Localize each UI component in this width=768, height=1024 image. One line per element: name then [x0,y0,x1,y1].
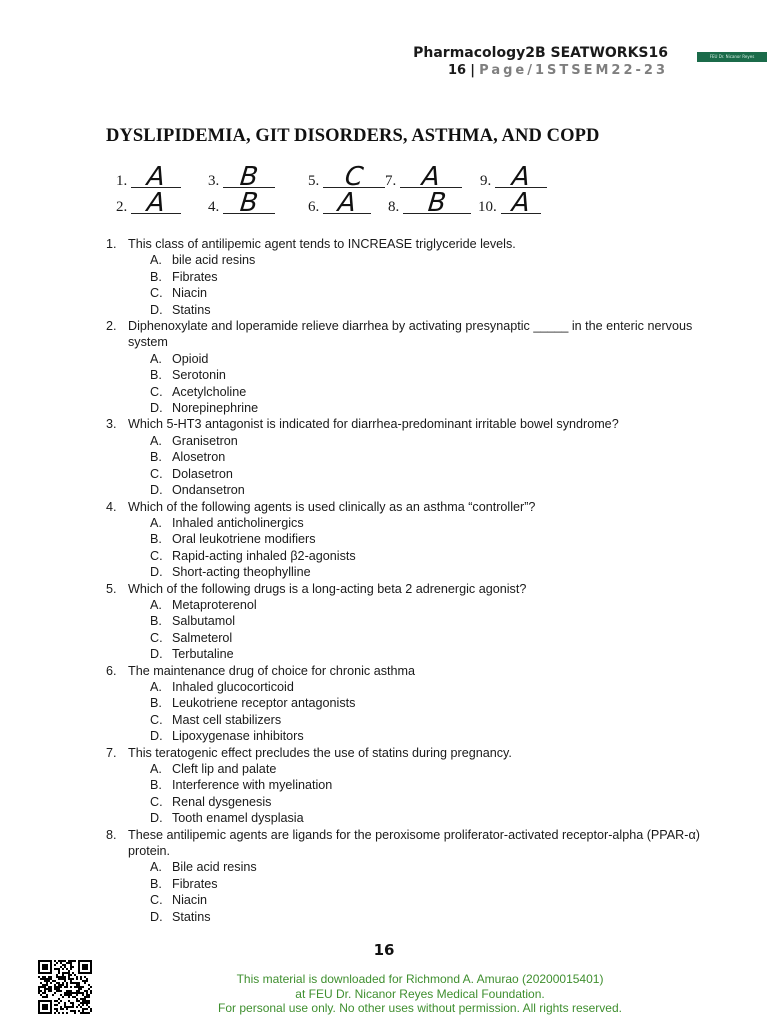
option-letter: D. [150,729,163,744]
question-item [106,236,706,252]
option-item [106,449,706,465]
option-text: Niacin [172,893,207,908]
question-list [106,236,706,925]
page-header [413,44,668,80]
option-item [106,564,706,580]
answer-number: 1. [116,173,128,189]
answer-blank [223,188,275,218]
option-text: Renal dysgenesis [172,794,272,809]
option-item [106,728,706,744]
option-item [106,515,706,531]
option-text: Inhaled anticholinergics [172,515,304,530]
header-page-text: Page/1STSEM22-23 [479,63,668,78]
question-item [106,318,706,351]
option-text: Metaproterenol [172,597,257,612]
option-text: Niacin [172,286,207,301]
option-letter: A. [150,597,162,612]
answer-number: 9. [480,173,492,189]
option-text: Fibrates [172,269,218,284]
option-letter: C. [150,794,163,809]
option-item [106,794,706,810]
option-letter: C. [150,466,163,481]
handwritten-answer: A [510,188,531,218]
question-number: 6. [106,663,117,678]
option-letter: A. [150,515,162,530]
qr-code-icon [38,960,92,1014]
option-text: Leukotriene receptor antagonists [172,696,356,711]
option-item [106,482,706,498]
option-item [106,269,706,285]
option-letter: A. [150,351,162,366]
option-item [106,466,706,482]
question-number: 2. [106,319,117,334]
option-item [106,630,706,646]
option-text: Rapid-acting inhaled β2-agonists [172,548,356,563]
option-letter: B. [150,368,162,383]
option-text: Dolasetron [172,466,233,481]
option-letter: C. [150,712,163,727]
notice-line: at FEU Dr. Nicanor Reyes Medical Foundation. [295,986,545,1001]
option-item [106,548,706,564]
option-text: Statins [172,302,211,317]
question-text: Diphenoxylate and loperamide relieve diarrhea by activating presynaptic _____ in the enteric nervous system [128,319,693,350]
option-text: Short-acting theophylline [172,565,311,580]
option-text: Lipoxygenase inhibitors [172,729,304,744]
option-letter: A. [150,433,162,448]
question-item [106,581,706,597]
answer-blank [131,188,181,218]
answer-item [116,188,181,218]
question-number: 5. [106,581,117,596]
handwritten-answer: A [510,162,532,192]
handwritten-answer: B [426,188,448,218]
option-item [106,646,706,662]
option-text: Cleft lip and palate [172,762,277,776]
question-number: 4. [106,499,117,514]
notice-line: For personal use only. No other uses without permission. All rights reserved. [218,1001,622,1015]
document-title: DYSLIPIDEMIA, GIT DISORDERS, ASTHMA, AND COPD [106,126,600,146]
option-text: Tooth enamel dysplasia [172,811,304,826]
answer-number: 6. [308,199,320,215]
option-text: Opioid [172,351,209,366]
option-letter: A. [150,860,162,875]
course-title: Pharmacology2B SEATWORKS16 [413,45,668,61]
header-separator: | [470,63,475,78]
handwritten-answer: B [238,162,260,192]
option-letter: C. [150,384,163,399]
answer-item [116,162,181,192]
header-page-number: 16 [448,63,467,78]
answer-blank [501,188,541,218]
option-letter: D. [150,483,163,498]
option-text: Fibrates [172,876,218,891]
option-item [106,531,706,547]
question-text: These antilipemic agents are ligands for the peroxisome proliferator-activated receptor-alpha (PPAR-α) protein. [128,827,700,859]
option-text: Ondansetron [172,483,245,498]
answer-item [208,162,275,192]
option-letter: B. [150,450,162,465]
answer-item [478,188,541,218]
handwritten-answer: C [343,162,365,192]
option-letter: A. [150,253,162,268]
question-item [106,416,706,432]
answer-blank [403,188,471,218]
question-number: 3. [106,417,117,432]
option-text: Terbutaline [172,647,234,662]
option-text: Acetylcholine [172,384,247,399]
download-notice [140,972,700,1016]
option-item [106,761,706,777]
option-letter: C. [150,630,163,645]
option-item [106,876,706,892]
option-item [106,433,706,449]
question-text: Which of the following agents is used clinically as an asthma “controller”? [128,499,536,514]
option-item [106,613,706,629]
option-item [106,909,706,925]
option-letter: D. [150,647,163,662]
option-text: Serotonin [172,368,226,383]
option-item [106,679,706,695]
option-item [106,712,706,728]
option-letter: C. [150,893,163,908]
question-text: The maintenance drug of choice for chronic asthma [128,663,416,678]
institution-badge: FEU Dr. Nicanor Reyes [697,52,767,62]
option-letter: D. [150,565,163,580]
answer-number: 2. [116,199,128,215]
question-item [106,663,706,679]
answer-blank [323,188,371,218]
answer-item [385,162,462,192]
answer-item [480,162,547,192]
handwritten-answer: B [238,188,260,218]
option-item [106,285,706,301]
option-text: Norepinephrine [172,401,259,416]
option-text: Interference with myelination [172,778,333,793]
option-letter: D. [150,811,163,826]
answer-number: 3. [208,173,220,189]
option-item [106,597,706,613]
option-letter: C. [150,286,163,301]
option-letter: A. [150,762,162,776]
answer-blank [223,162,275,192]
option-letter: B. [150,778,162,793]
answer-item [388,188,471,218]
option-letter: D. [150,909,163,924]
option-text: Oral leukotriene modifiers [172,532,316,547]
answer-item [208,188,275,218]
option-letter: B. [150,876,162,891]
handwritten-answer: A [145,188,167,218]
option-item [106,367,706,383]
answer-blank [495,162,547,192]
option-letter: A. [150,679,162,694]
option-letter: D. [150,401,163,416]
option-letter: B. [150,269,162,284]
option-item [106,400,706,416]
option-letter: B. [150,532,162,547]
option-item [106,302,706,318]
page-indicator [413,62,668,80]
option-text: Mast cell stabilizers [172,712,282,727]
footer-page-number: 16 [373,941,395,959]
question-text: This teratogenic effect precludes the use of statins during pregnancy. [128,745,512,760]
answer-blank [323,162,385,192]
option-text: Salbutamol [172,614,236,629]
option-text: Statins [172,909,211,924]
option-item [106,252,706,268]
option-item [106,810,706,826]
answer-key [0,160,768,220]
question-item [106,827,706,860]
option-text: Alosetron [172,450,226,465]
option-text: Inhaled glucocorticoid [172,679,294,694]
answer-number: 4. [208,199,220,215]
question-number: 7. [106,745,117,760]
question-text: Which of the following drugs is a long-acting beta 2 adrenergic agonist? [128,581,527,596]
option-item [106,384,706,400]
option-letter: B. [150,696,162,711]
option-item [106,777,706,793]
answer-blank [131,162,181,192]
option-text: Salmeterol [172,630,233,645]
question-item [106,499,706,515]
option-item [106,859,706,875]
option-letter: C. [150,548,163,563]
option-letter: D. [150,302,163,317]
answer-item [308,188,371,218]
option-text: Granisetron [172,433,238,448]
answer-number: 8. [388,199,400,215]
option-item [106,892,706,908]
option-item [106,351,706,367]
option-text: bile acid resins [172,253,256,268]
option-item [106,695,706,711]
question-text: Which 5-HT3 antagonist is indicated for diarrhea-predominant irritable bowel syndrome? [128,417,619,432]
answer-item [308,162,385,192]
answer-number: 7. [385,173,397,189]
answer-number: 5. [308,173,320,189]
handwritten-answer: A [145,162,167,192]
option-letter: B. [150,614,162,629]
answer-blank [400,162,462,192]
notice-line: This material is downloaded for Richmond A. Amurao (20200015401) [236,972,604,986]
answer-number: 10. [478,199,497,215]
handwritten-answer: A [420,162,442,192]
question-number: 8. [106,827,117,842]
question-text: This class of antilipemic agent tends to INCREASE triglyceride levels. [128,237,516,251]
question-item [106,745,706,761]
option-text: Bile acid resins [172,860,257,875]
question-number: 1. [106,237,117,251]
handwritten-answer: A [336,188,358,218]
